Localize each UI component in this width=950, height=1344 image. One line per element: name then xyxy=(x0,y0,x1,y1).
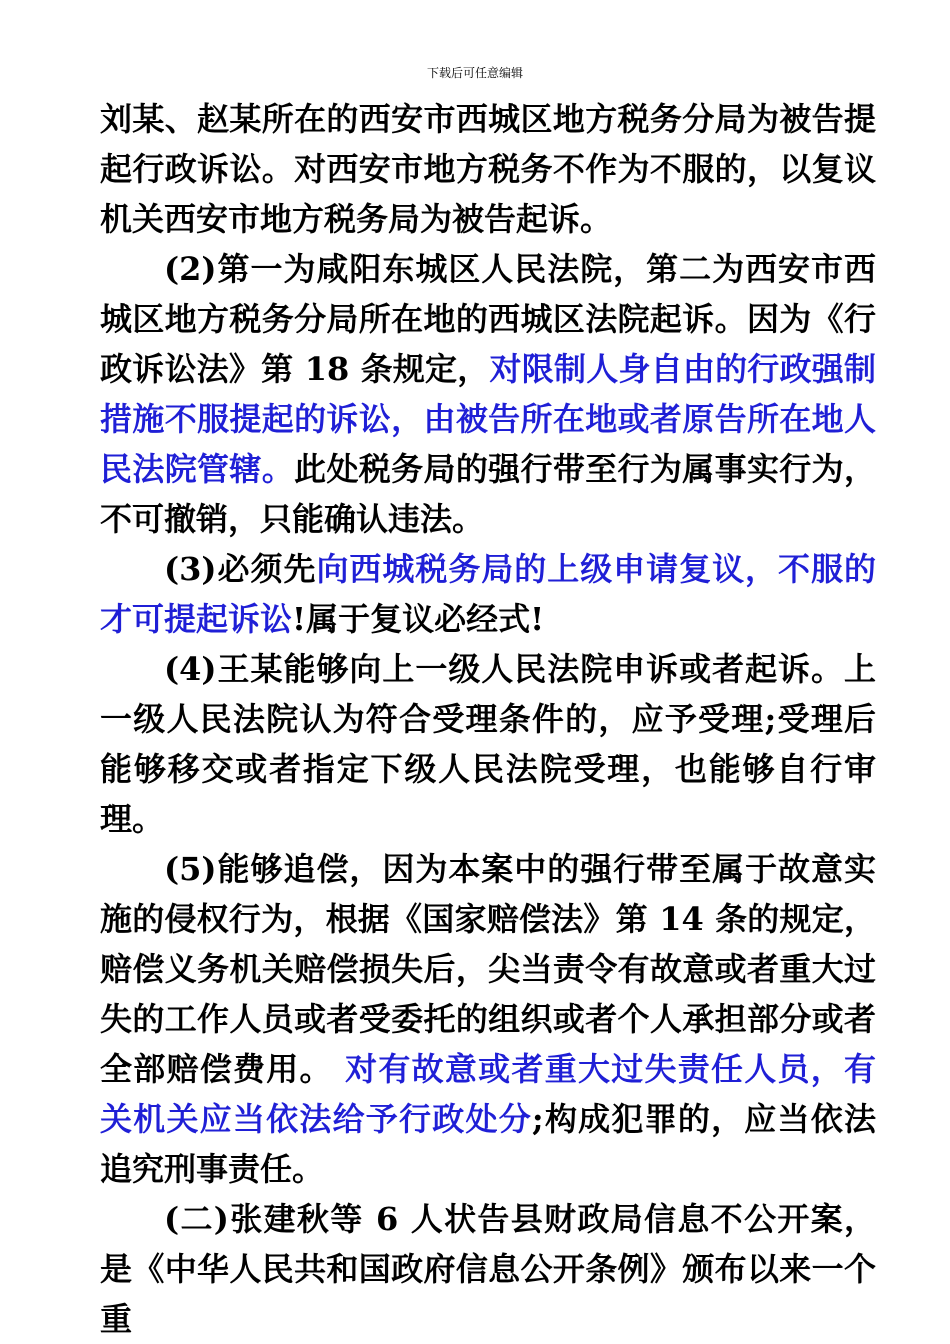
text-segment: (3)必须先 xyxy=(164,550,317,588)
highlighted-text: 对限制人身自由的行政强制措施不服提起的诉讼，由被告所在地或者原告所在地人民法院管辖。 xyxy=(100,350,876,488)
highlighted-text: 对有故意或者重大过失责任人员，有关机关应当依法给予行政处分 xyxy=(100,1050,876,1138)
text-segment: (5)能够追偿，因为本案中的强行带至属于故意实施的侵权行为，根据《国家赔偿法》第 14 条的规定，赔偿义务机关赔偿损失后，尖当责令有故意或者重大过失的工作人员或者受委托的组织或者个人承担部分或者全部赔偿费用。 xyxy=(100,850,876,1088)
text-segment: 刘某、赵某所在的西安市西城区地方税务分局为被告提起行政诉讼。对西安市地方税务不作为不服的，以复议机关西安市地方税务局为被告起诉。 xyxy=(100,100,876,238)
highlighted-text: 向西城税务局的上级申请复议，不服的才可提起诉讼 xyxy=(100,550,876,638)
paragraph-5 xyxy=(100,844,876,1194)
document-body xyxy=(100,94,876,1344)
paragraph-3 xyxy=(100,544,876,644)
paragraph-1 xyxy=(100,94,876,244)
paragraph-6 xyxy=(100,1194,876,1344)
paragraph-4 xyxy=(100,644,876,844)
text-segment: !属于复议必经式! xyxy=(292,600,545,638)
text-segment: (二)张建秋等 6 人状告县财政局信息不公开案，是《中华人民共和国政府信息公开条例》颁布以来一个重 xyxy=(100,1200,876,1338)
text-segment: 此处税务局的强行带至行为属事实行为，不可撤销，只能确认违法。 xyxy=(100,450,876,538)
text-segment: (2)第一为咸阳东城区人民法院，第二为西安市西城区地方税务分局所在地的西城区法院起诉。因为《行政诉讼法》第 18 条规定， xyxy=(100,250,876,388)
text-segment: (4)王某能够向上一级人民法院申诉或者起诉。上一级人民法院认为符合受理条件的，应予受理;受理后能够移交或者指定下级人民法院受理，也能够自行审理。 xyxy=(100,650,876,838)
text-segment: ;构成犯罪的，应当依法追究刑事责任。 xyxy=(100,1100,876,1188)
page-header: 下载后可任意编辑 xyxy=(426,66,523,80)
paragraph-2 xyxy=(100,244,876,544)
